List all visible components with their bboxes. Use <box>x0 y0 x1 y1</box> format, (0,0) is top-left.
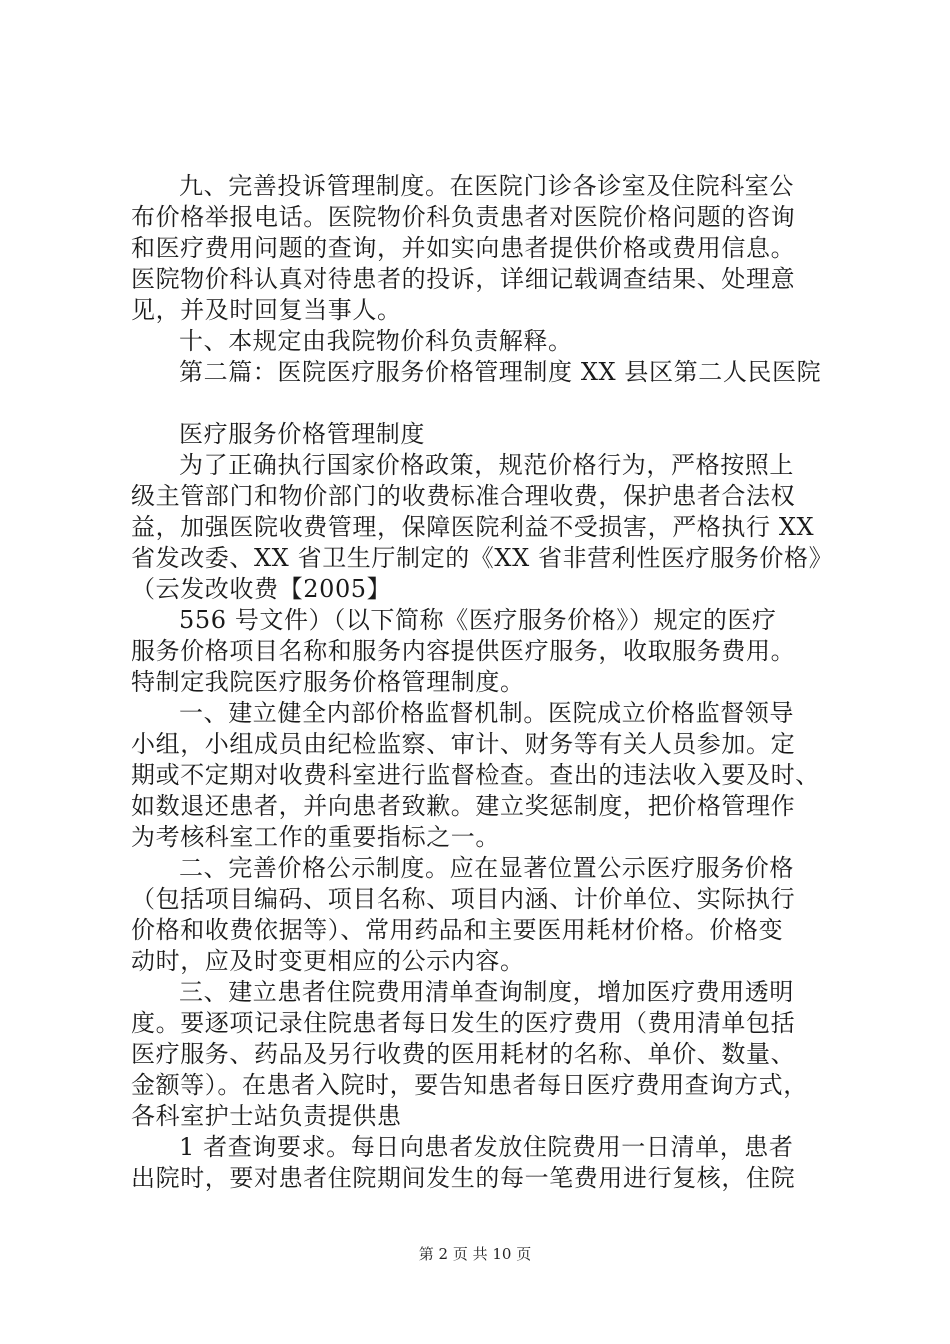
text-line: 医疗服务、药品及另行收费的医用耗材的名称、单价、数量、 <box>131 1040 796 1068</box>
text-line: 服务价格项目名称和服务内容提供医疗服务，收取服务费用。 <box>131 637 796 665</box>
text-line: 布价格举报电话。医院物价科负责患者对医院价格问题的咨询 <box>131 203 796 231</box>
text-line: 期或不定期对收费科室进行监督检查。查出的违法收入要及时、 <box>131 761 820 789</box>
text-line: 动时，应及时变更相应的公示内容。 <box>131 947 525 975</box>
text-line: （云发改收费【2005】 <box>131 575 392 603</box>
text-line: 三、建立患者住院费用清单查询制度，增加医疗费用透明 <box>179 978 794 1006</box>
text-line: 小组，小组成员由纪检监察、审计、财务等有关人员参加。定 <box>131 730 796 758</box>
text-line: 556 号文件）（以下简称《医疗服务价格》）规定的医疗 <box>179 606 777 634</box>
text-line: 如数退还患者，并向患者致歉。建立奖惩制度，把价格管理作 <box>131 792 796 820</box>
text-line: 益，加强医院收费管理，保障医院利益不受损害，严格执行 XX <box>131 513 815 541</box>
text-line: 出院时，要对患者住院期间发生的每一笔费用进行复核，住院 <box>131 1164 796 1192</box>
text-line: 各科室护士站负责提供患 <box>131 1102 402 1130</box>
text-line: 二、完善价格公示制度。应在显著位置公示医疗服务价格 <box>179 854 794 882</box>
text-line: 1 者查询要求。每日向患者发放住院费用一日清单，患者 <box>179 1133 794 1161</box>
text-line: 级主管部门和物价部门的收费标准合理收费，保护患者合法权 <box>131 482 796 510</box>
text-line: 和医疗费用问题的查询，并如实向患者提供价格或费用信息。 <box>131 234 796 262</box>
text-line: 十、本规定由我院物价科负责解释。 <box>179 327 573 355</box>
text-line: 省发改委、XX 省卫生厅制定的《XX 省非营利性医疗服务价格》 <box>131 544 834 572</box>
text-line: 一、建立健全内部价格监督机制。医院成立价格监督领导 <box>179 699 794 727</box>
text-line: 为了正确执行国家价格政策，规范价格行为，严格按照上 <box>179 451 794 479</box>
text-line: 见，并及时回复当事人。 <box>131 296 402 324</box>
section-heading: 第二篇：医院医疗服务价格管理制度 XX 县区第二人民医院 <box>179 358 822 386</box>
text-line: 金额等）。在患者入院时，要告知患者每日医疗费用查询方式， <box>131 1071 808 1099</box>
text-line: 价格和收费依据等）、常用药品和主要医用耗材价格。价格变 <box>131 916 784 944</box>
text-line: 度。要逐项记录住院患者每日发生的医疗费用（费用清单包括 <box>131 1009 796 1037</box>
page-number-footer: 第 2 页 共 10 页 <box>418 1245 532 1263</box>
text-line: 为考核科室工作的重要指标之一。 <box>131 823 500 851</box>
text-line: （包括项目编码、项目名称、项目内涵、计价单位、实际执行 <box>131 885 796 913</box>
text-line: 特制定我院医疗服务价格管理制度。 <box>131 668 525 696</box>
text-line: 医院物价科认真对待患者的投诉，详细记载调查结果、处理意 <box>131 265 796 293</box>
text-line: 九、完善投诉管理制度。在医院门诊各诊室及住院科室公 <box>179 172 794 200</box>
document-title: 医疗服务价格管理制度 <box>179 420 425 448</box>
